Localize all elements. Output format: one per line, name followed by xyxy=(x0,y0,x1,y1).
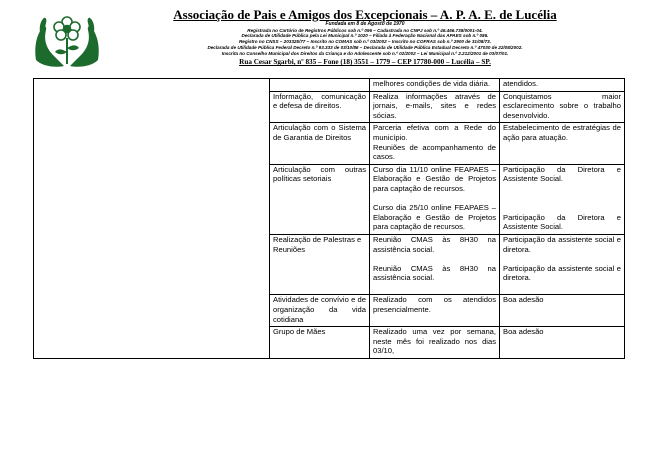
result-cell xyxy=(500,327,625,359)
result-cell xyxy=(500,123,625,164)
action-cell xyxy=(370,123,500,164)
founding-date: Fundada em 8 de Agosto de 1970 xyxy=(325,21,405,27)
paragraph-gap xyxy=(503,203,621,213)
action-text: Reunião CMAS às 8H30 na assistência social. xyxy=(373,263,496,283)
action-cell xyxy=(370,234,500,295)
result-text: Conquistamos maior esclarecimento sobre o trabalho desenvolvido. xyxy=(503,91,621,120)
result-text: Participação da assistente social e diretora. xyxy=(503,234,621,254)
result-cell xyxy=(500,164,625,234)
action-cell xyxy=(370,79,500,92)
result-text: Participação da Diretora e Assistente Social. xyxy=(503,212,621,232)
activity-cell: Realização de Palestras e Reuniões xyxy=(270,234,370,295)
activity-cell xyxy=(270,79,370,92)
action-text: melhores condições de vida diária. xyxy=(373,79,490,88)
action-text: Realiza informações através de jornais, e-mails, sites e redes sócias. xyxy=(373,91,496,120)
result-cell xyxy=(500,295,625,327)
paragraph-gap xyxy=(503,194,621,204)
address-line: Rua Cesar Sgarbi, nº 835 – Fone (18) 3551 – 1779 – CEP 17780-000 – Lucélia – SP. xyxy=(239,58,491,67)
action-cell xyxy=(370,91,500,123)
result-cell xyxy=(500,234,625,295)
letterhead xyxy=(0,0,651,80)
merged-empty-cell xyxy=(34,79,270,359)
action-text: Realizado uma vez por semana, neste mês foi realizado nos dias 03/10, xyxy=(373,327,496,356)
paragraph-gap xyxy=(373,283,496,293)
action-text: Parceria efetiva com a Rede do município. xyxy=(373,123,496,142)
public-utility-line: Declarada de Utilidade Pública pela Lei Municipal n.º 1020 – Filiada à Federação Nacional das APAES sob n.º 086. xyxy=(241,33,489,39)
action-text: Reuniões de acompanhamento de casos. xyxy=(373,142,496,162)
table-row xyxy=(34,79,625,92)
cnss-line: Registro no CNSS – 203325/77 – Inscrito no COMAS sob n.º 03/2002 – Inscrito no COFRAS sob n.º 2900 de 31/08/73. xyxy=(238,39,491,45)
result-cell xyxy=(500,79,625,92)
action-cell xyxy=(370,327,500,359)
activity-cell: Informação, comunicação e defesa de direitos. xyxy=(270,91,370,123)
action-text: Curso dia 11/10 online FEAPAES – Elaboração e Gestão de Projetos para captação de recursos. xyxy=(373,164,496,193)
action-text: Realizado com os atendidos presencialmente. xyxy=(373,295,496,315)
letterhead-text xyxy=(110,8,620,67)
result-text: Estabelecimento de estratégias de ação para atuação. xyxy=(503,123,621,142)
action-text: Reunião CMAS às 8H30 na assistência social. xyxy=(373,234,496,254)
action-cell xyxy=(370,295,500,327)
council-line: Inscrita no Conselho Municipal dos Direitos da Criança e do Adolescente sob n.º 02/2002 – Lei Municipal n.º 2.212/2001 de 03/07/01. xyxy=(221,50,509,56)
organization-title: Associação de Pais e Amigos dos Excepcionais – A. P. A. E. de Lucélia xyxy=(173,7,557,22)
result-text: atendidos. xyxy=(503,79,539,88)
activities-table xyxy=(33,78,625,359)
activity-cell: Articulação com outras políticas setoriais xyxy=(270,164,370,234)
result-text: Participação da assistente social e diretora. xyxy=(503,263,621,283)
action-text: Curso dia 25/10 online FEAPAES – Elaboração e Gestão de Projetos para captação de recursos. xyxy=(373,203,496,232)
federal-decree-line: Declarada de Utilidade Pública Federal Decreto n.º 93.333 de 03/10/86 – Declarada de Utilidade Pública Estadual Decreto n.º 47030 de 22/08/2002. xyxy=(207,44,523,50)
activity-cell: Articulação com o Sistema de Garantia de Direitos xyxy=(270,123,370,164)
activity-cell: Atividades de convívio e de organização da vida cotidiana xyxy=(270,295,370,327)
apae-flower-hands-logo-icon xyxy=(30,8,104,72)
result-cell xyxy=(500,91,625,123)
registration-line: Registrada no Cartório de Registros Públicos sob n.º 096 – Cadastrada no CNPJ sob n.º 46.466.738/0001-04. xyxy=(247,27,483,33)
activity-cell: Grupo de Mães xyxy=(270,327,370,359)
paragraph-gap xyxy=(503,254,621,264)
result-text: Boa adesão xyxy=(503,295,544,305)
result-text: Boa adesão xyxy=(503,327,544,337)
result-text: Participação da Diretora e Assistente Social. xyxy=(503,164,621,184)
paragraph-gap xyxy=(373,254,496,264)
action-cell xyxy=(370,164,500,234)
paragraph-gap xyxy=(373,194,496,204)
paragraph-gap xyxy=(503,184,621,194)
